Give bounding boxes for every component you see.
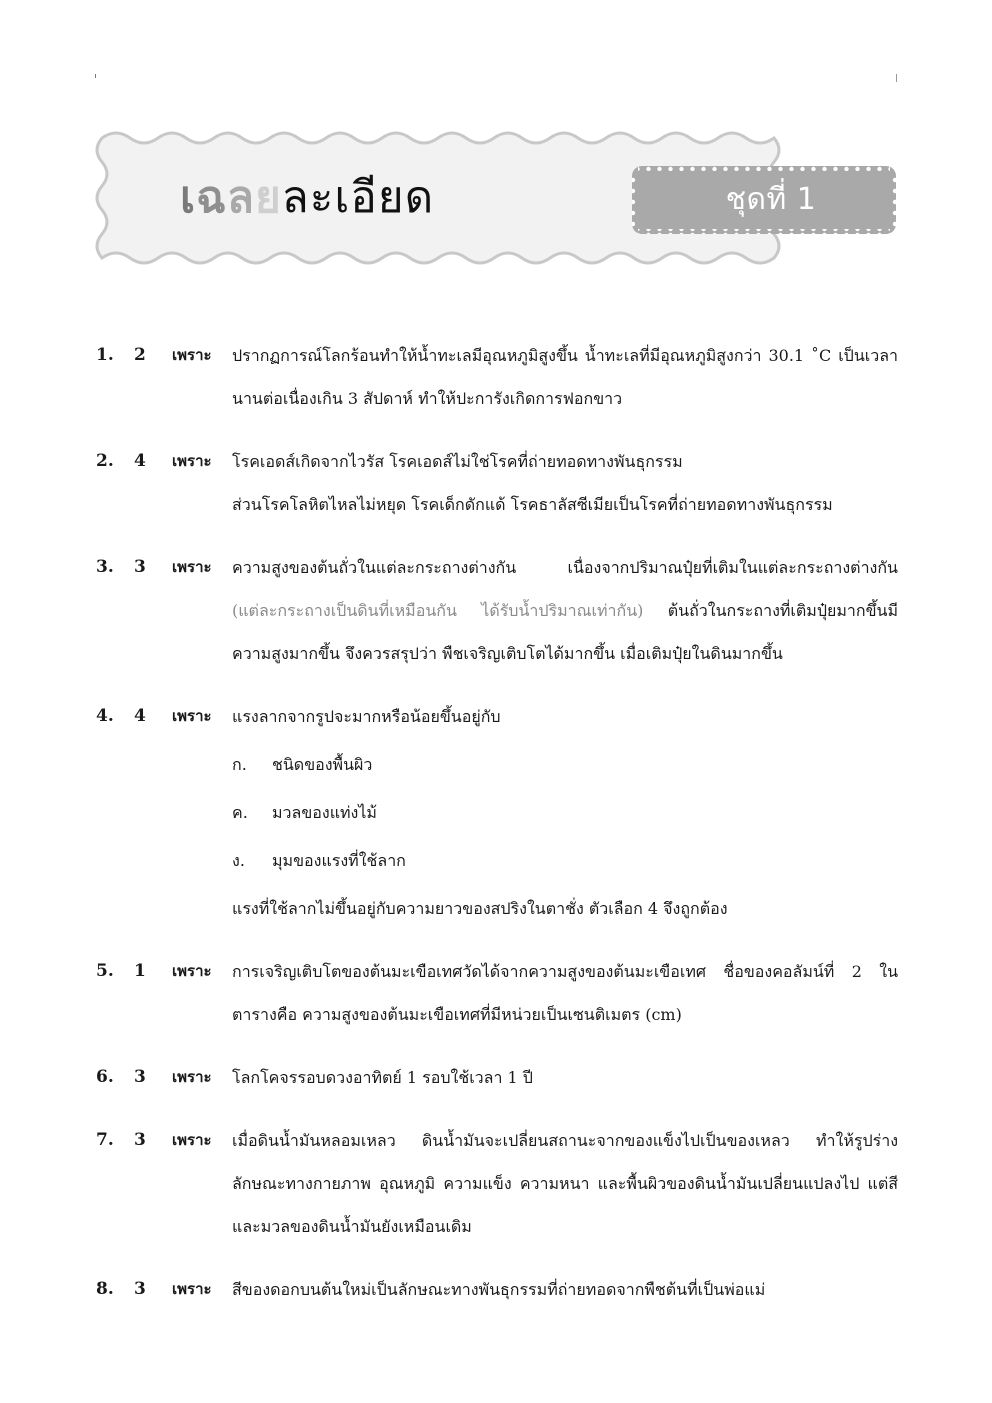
factor-text: มุมของแรงที่ใช้ลาก	[272, 851, 406, 870]
answer-list	[96, 334, 898, 1331]
because-label: เพราะ	[172, 1131, 212, 1149]
explanation-text: การเจริญเติบโตของต้นมะเขือเทศวัดได้จากความสูงของต้นมะเขือเทศ ชื่อของคอลัมน์ที่ 2 ในตารางคือ ความสูงของต้นมะเขือเทศที่มีหน่วยเป็นเซนติเมตร (cm)	[232, 962, 898, 1024]
answer-item-2	[96, 440, 898, 526]
explanation-text: โลกโคจรรอบดวงอาทิตย์ 1 รอบใช้เวลา 1 ปี	[232, 1068, 533, 1087]
factor-list	[232, 743, 898, 882]
answer-choice: 3	[134, 1067, 146, 1087]
explanation-text: ส่วนโรคโลหิตไหลไม่หยุด โรคเด็กดักแด้ โรคธาลัสซีเมียเป็นโรคที่ถ่ายทอดทางพันธุกรรม	[232, 495, 833, 514]
factor-marker: ค.	[232, 803, 248, 822]
question-number: 5.	[96, 961, 114, 981]
question-number: 1.	[96, 345, 114, 365]
answer-choice: 3	[134, 1279, 146, 1299]
explanation-text: ปรากฏการณ์โลกร้อนทำให้น้ำทะเลมีอุณหภูมิสูงขึ้น น้ำทะเลที่มีอุณหภูมิสูงกว่า 30.1 ˚C เป็นเวลานานต่อเนื่องเกิน 3 สัปดาห์ ทำให้ปะการังเกิดการฟอกขาว	[232, 346, 898, 408]
crop-mark-left	[95, 74, 96, 78]
explanation	[232, 546, 898, 675]
answer-item-3	[96, 546, 898, 675]
answer-item-6	[96, 1056, 898, 1099]
explanation-text: เมื่อดินน้ำมันหลอมเหลว ดินน้ำมันจะเปลี่ยนสถานะจากของแข็งไปเป็นของเหลว ทำให้รูปร่าง ลักษณะทางกายภาพ อุณหภูมิ ความแข็ง ความหนา และพื้นผิวของดินน้ำมันเปลี่ยนแปลงไป แต่สีและมวลของดินน้ำมันยังเหมือนเดิม	[232, 1131, 898, 1236]
because-label: เพราะ	[172, 1280, 212, 1298]
answer-item-7	[96, 1119, 898, 1248]
factor-item	[232, 743, 898, 786]
question-number: 2.	[96, 451, 114, 471]
factor-text: มวลของแท่งไม้	[272, 803, 377, 822]
answer-choice: 4	[134, 706, 146, 726]
because-label: เพราะ	[172, 346, 212, 364]
answer-choice: 4	[134, 451, 146, 471]
factor-marker: ง.	[232, 851, 245, 870]
explanation-note: (แต่ละกระถางเป็นดินที่เหมือนกัน ได้รับน้ำปริมาณเท่ากัน)	[232, 601, 644, 620]
factor-marker: ก.	[232, 755, 247, 774]
because-label: เพราะ	[172, 962, 212, 980]
explanation-text-after: ต้นถั่วในกระถางที่เติมปุ๋ยมากขึ้นมีความสูงมากขึ้น จึงควรสรุปว่า พืชเจริญเติบโตได้มากขึ้น เมื่อเติมปุ๋ยในดินมากขึ้น	[232, 601, 898, 663]
explanation-text: โรคเอดส์เกิดจากไวรัส โรคเอดส์ไม่ใช่โรคที่ถ่ายทอดทางพันธุกรรม	[232, 452, 683, 471]
question-number: 7.	[96, 1130, 114, 1150]
explanation-text-before: ความสูงของต้นถั่วในแต่ละกระถางต่างกัน เนื่องจากปริมาณปุ๋ยที่เติมในแต่ละกระถางต่างกัน	[232, 558, 898, 577]
because-label: เพราะ	[172, 452, 212, 470]
title-part-4: ย	[255, 172, 282, 223]
answer-choice: 2	[134, 345, 146, 365]
because-label: เพราะ	[172, 707, 212, 725]
factor-item	[232, 839, 898, 882]
because-label: เพราะ	[172, 558, 212, 576]
title-part-5: ละเอียด	[281, 172, 435, 223]
set-number-badge	[632, 166, 896, 234]
answer-choice: 3	[134, 557, 146, 577]
explanation	[232, 1268, 898, 1311]
explanation	[232, 1119, 898, 1248]
question-number: 4.	[96, 706, 114, 726]
factor-text: ชนิดของพื้นผิว	[272, 755, 373, 774]
answer-item-5	[96, 950, 898, 1036]
explanation-text: สีของดอกบนต้นใหม่เป็นลักษณะทางพันธุกรรมที่ถ่ายทอดจากพืชต้นที่เป็นพ่อแม่	[232, 1280, 766, 1299]
because-label: เพราะ	[172, 1068, 212, 1086]
question-number: 8.	[96, 1279, 114, 1299]
crop-mark-right	[896, 74, 897, 82]
answer-choice: 3	[134, 1130, 146, 1150]
title-part-2: ฉ	[196, 172, 228, 223]
answer-item-1	[96, 334, 898, 420]
answer-item-8	[96, 1268, 898, 1311]
explanation	[232, 334, 898, 420]
question-number: 3.	[96, 557, 114, 577]
page-title	[180, 166, 434, 230]
explanation	[232, 950, 898, 1036]
answer-choice: 1	[134, 961, 146, 981]
explanation	[232, 1056, 898, 1099]
title-part-3: ล	[227, 172, 255, 223]
set-number-label: ชุดที่ 1	[725, 182, 817, 217]
title-part-1: เ	[180, 172, 197, 223]
explanation-intro: แรงลากจากรูปจะมากหรือน้อยขึ้นอยู่กับ	[232, 707, 501, 726]
explanation-text	[232, 546, 898, 675]
answer-item-4	[96, 695, 898, 930]
factor-item	[232, 791, 898, 834]
explanation-conclusion: แรงที่ใช้ลากไม่ขึ้นอยู่กับความยาวของสปริงในตาชั่ง ตัวเลือก 4 จึงถูกต้อง	[232, 899, 728, 918]
question-number: 6.	[96, 1067, 114, 1087]
explanation	[232, 695, 898, 930]
explanation	[232, 440, 898, 526]
